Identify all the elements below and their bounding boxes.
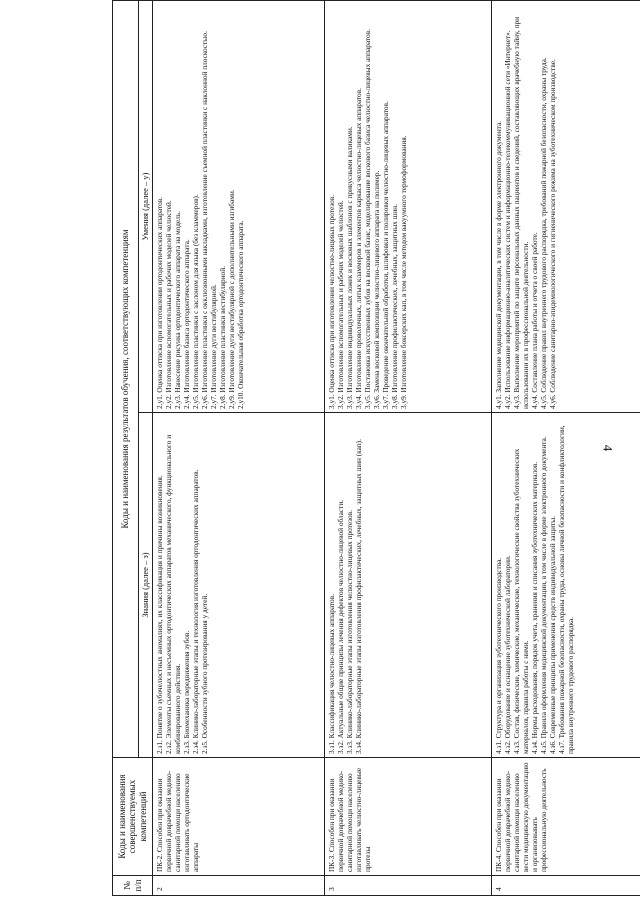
skill-item: 4.у4. Составление плана работы и отчета о своей работе. bbox=[530, 232, 540, 409]
knowledge-item: 2.з2. Элементы съемных и несъемных ортодонтических аппаратов механического, функционального и комбинированного действия. bbox=[164, 434, 183, 754]
knowledge-item: 3.з2. Актуальные общие принципы лечения дефектов челюстно-лицевой области. bbox=[336, 499, 346, 754]
skill-item: 4.у3. Выполнение мероприятий по защите персональных данных пациентов и сведений, составляющих врачебную тайну, при использовании их в профессиональной деятельности. bbox=[512, 16, 531, 409]
header-skills: Умения (далее – у) bbox=[139, 1, 153, 413]
skill-item: 4.у6. Соблюдение санитарно-эпидемиологического и гигиенического режима на зуботехническом производстве. bbox=[548, 59, 558, 409]
competency-cell: ПК-2. Способен при оказании первичной доврачебной медико-санитарной помощи населению изготавливать ортодонтические аппараты bbox=[153, 758, 325, 876]
skill-item: 2.у7. Изготовление дуги вестибулярной. bbox=[209, 284, 219, 409]
skill-item: 3.у1. Оценка оттиска при изготовлении челюстно-лицевых протезов. bbox=[327, 194, 336, 409]
skill-item: 3.у6. Замена восковой композиции челюстно-лицевого аппарата на полимер. bbox=[372, 170, 382, 409]
skill-item: 3.у7. Проведение окончательной обработки, шлифовки и полировки челюстно-лицевых аппаратов. bbox=[381, 101, 391, 409]
table-row bbox=[153, 1, 325, 896]
knowledge-item: 4.з3. Состав, физические, химические, механические, технологические свойства зуботехнических материалов, правила работы с ними. bbox=[512, 448, 531, 754]
knowledge-item: 4.з5. Правила оформления медицинской документации, в том числе в форме электронного документа. bbox=[539, 436, 549, 754]
knowledge-item: 4.з7. Требования пожарной безопасности, охраны труда, основы личной безопасности и конфликтологии, правила внутреннего трудового распорядка. bbox=[557, 425, 576, 754]
table-row bbox=[492, 1, 640, 896]
knowledge-item: 3.з1. Классификация челюстно-лицевых аппаратов. bbox=[327, 594, 336, 754]
row-number: 4 bbox=[492, 876, 640, 896]
rotated-page bbox=[112, 0, 640, 896]
header-num: № п/п bbox=[113, 876, 153, 896]
skill-item: 2.у5. Изготовление пластинки с заслоном для языка (без кламмеров). bbox=[191, 194, 201, 409]
skill-item: 3.у2. Изготовление вспомогательных и рабочих моделей челюстей. bbox=[336, 200, 346, 409]
header-competency: Коды и наименования совершенствуемых компетенций bbox=[113, 758, 153, 876]
skill-item: 3.у5. Постановка искусственных зубов на восковой базис, моделирование воскового базиса челюстно-лицевых аппаратов. bbox=[363, 29, 373, 409]
knowledge-item: 3.з4. Клинико-лабораторные этапы изготовления профилактических, лечебных, защитных шин (кап). bbox=[354, 439, 364, 754]
knowledge-cell bbox=[153, 413, 325, 758]
knowledge-item: 4.з6. Современные принципы применения средств индивидуальной защиты. bbox=[548, 516, 558, 754]
skill-item: 2.у2. Изготовление вспомогательных и рабочих моделей челюстей. bbox=[164, 200, 174, 409]
skill-item: 2.у1. Оценка оттиска при изготовлении ортодонтических аппаратов. bbox=[155, 197, 164, 409]
page-number: 4 bbox=[600, 444, 616, 452]
row-number: 2 bbox=[153, 876, 325, 896]
skill-item: 2.у8. Изготовление пластинки вестибулярной. bbox=[218, 266, 228, 409]
competency-cell: ПК-3. Способен при оказании первичной доврачебной медико-санитарной помощи населению изготавливать челюстно-лицевые протезы bbox=[325, 758, 492, 876]
skills-cell bbox=[325, 1, 492, 413]
knowledge-item: 2.з3. Биомеханика передвижения зубов. bbox=[182, 630, 192, 754]
knowledge-item: 2.з5. Особенности зубного протезирования у детей. bbox=[200, 593, 210, 754]
header-results: Коды и наименования результатов обучения, соответствующих компетенциям bbox=[113, 1, 139, 758]
skill-item: 4.у1. Заполнение медицинской документации, в том числе в форме электронного документа. bbox=[494, 120, 503, 409]
knowledge-cell bbox=[492, 413, 640, 758]
competency-cell: ПК-4. Способен при оказании первичной доврачебной медико-санитарной помощи населению вести медицинскую документацию и организовывать профессиональную деятельность bbox=[492, 758, 640, 876]
skill-item: 3.у8. Изготовление профилактических, лечебных, защитных шин. bbox=[390, 204, 400, 409]
skill-item: 2.у10. Окончательная обработка ортодонтического аппарата. bbox=[236, 220, 246, 409]
competency-table bbox=[112, 0, 640, 896]
skill-item: 2.у6. Изготовление пластинки с окклюзионными накладками, изготовление съемной пластинки с наклонной плоскостью. bbox=[200, 31, 210, 409]
knowledge-item: 4.з4. Нормы расходования, порядок учета, хранения и списания зуботехнических материалов. bbox=[530, 461, 540, 754]
skill-item: 4.у2. Использование информационно-аналитических систем и информационно-телекоммуникационной сети «Интернет». bbox=[503, 30, 513, 409]
skill-item: 3.у9. Изготовление боксерских кап, в том числе методом вакуумного термоформования. bbox=[399, 135, 409, 409]
header-knowledge: Знания (далее – з) bbox=[139, 413, 153, 758]
knowledge-item: 2.з1. Понятие о зубочелюстных аномалиях, их классификация и причины возникновения. bbox=[155, 475, 164, 754]
skill-item: 2.у3. Нанесение рисунка ортодонтического аппарата на модель. bbox=[173, 211, 183, 409]
row-number: 3 bbox=[325, 876, 492, 896]
skill-item: 2.у4. Изготовление базиса ортодонтического аппарата. bbox=[182, 239, 192, 409]
skill-item: 3.у3. Изготовление индивидуальных ложек и восковых шаблонов с прикусными валиками. bbox=[345, 126, 355, 409]
knowledge-item: 4.з2. Оборудование и оснащение зуботехнической лаборатории. bbox=[503, 555, 513, 754]
knowledge-item: 4.з1. Структура и организация зуботехнического производства. bbox=[494, 557, 503, 754]
knowledge-cell bbox=[325, 413, 492, 758]
knowledge-item: 2.з4. Клинико-лабораторные этапы и технология изготовления ортодонтических аппаратов. bbox=[191, 469, 201, 754]
skills-cell bbox=[153, 1, 325, 413]
knowledge-item: 3.з3. Клинико-лабораторные этапы изготовления челюстно-лицевых протезов. bbox=[345, 510, 355, 754]
skill-item: 2.у9. Изготовление дуги вестибулярной с дополнительными изгибами. bbox=[227, 189, 237, 409]
skill-item: 3.у4. Изготовление проволочных, литых кламмеров и элементов каркаса челюстно-лицевых аппаратов. bbox=[354, 88, 364, 409]
table-row bbox=[325, 1, 492, 896]
skills-cell bbox=[492, 1, 640, 413]
skill-item: 4.у5. Соблюдение правил внутреннего трудового распорядка, требований пожарной безопасности, охраны труда. bbox=[539, 57, 549, 409]
